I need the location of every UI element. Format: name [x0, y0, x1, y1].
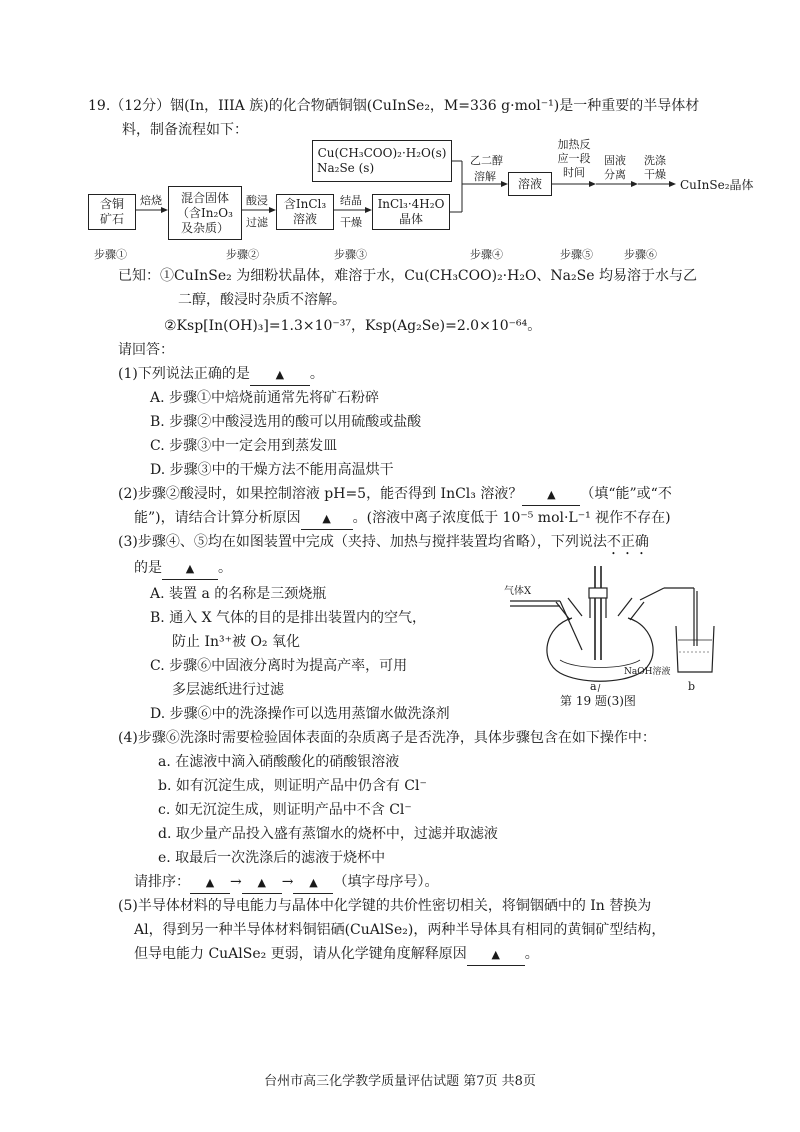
q4-order-tail: （填字母序号）。	[333, 874, 439, 890]
crystal-label-2: 晶体	[398, 212, 423, 226]
q5-line1: (5)半导体材料的导电能力与晶体中化学键的共价性密切相关，将铜铟硒中的 In 替换为	[118, 898, 652, 914]
gas-x-label: 气体X	[504, 586, 532, 597]
q4-option-b: b. 如有沉淀生成，则证明产品中仍含有 Cl⁻	[158, 778, 427, 794]
known-line3: ②Ksp[In(OH)₃]=1.3×10⁻³⁷，Ksp(Ag₂Se)=2.0×10⁻⁶⁴。	[164, 318, 542, 334]
q3-emphasis-not-correct: 不正确	[606, 534, 649, 550]
q2-line1-text: (2)步骤②酸浸时，如果控制溶液 pH=5，能否得到 InCl₃ 溶液？	[118, 486, 523, 502]
q3-option-c: C. 步骤⑥中固液分离时为提高产率，可用	[150, 658, 408, 674]
q5-line3-end: 。	[524, 946, 539, 962]
q3-option-c-cont: 多层滤纸进行过滤	[172, 682, 284, 698]
heat-label-3: 时间	[563, 166, 585, 179]
q5-blank-mark: ▲	[491, 948, 500, 961]
q3-blank-mark: ▲	[185, 562, 195, 575]
roast-label: 焙烧	[140, 194, 162, 207]
q5-line2: Al，得到另一种半导体材料铜铝硒(CuAlSe₂)，两种半导体具有相同的黄铜矿型结构，	[134, 922, 666, 938]
q3-option-b: B. 通入 X 气体的目的是排出装置内的空气，	[150, 610, 427, 626]
q4-answer-blank-1[interactable]	[190, 872, 230, 894]
q2-blank-mark-1: ▲	[547, 488, 556, 501]
step-5: 步骤⑤	[560, 248, 593, 261]
q5-line3-text: 但导电能力 CuAlSe₂ 更弱，请从化学键角度解释原因	[134, 946, 467, 962]
q2-line2-text-b: 。(溶液中离子浓度低于 10⁻⁵ mol·L⁻¹ 视作不存在)	[352, 510, 671, 526]
wash-label-1: 洗涤	[644, 154, 666, 167]
q4-arrow-2: →	[281, 874, 294, 890]
crystallize-label: 结晶	[340, 194, 362, 207]
page-footer: 台州市高三化学教学质量评估试题 第7页 共8页	[264, 1074, 536, 1089]
known-line2: 二醇，酸浸时杂质不溶解。	[178, 292, 346, 308]
q4-order-line	[134, 872, 438, 894]
q2-line1-tail: （填“能”或“不	[580, 486, 672, 502]
label-b: b	[688, 680, 696, 693]
step-4: 步骤④	[470, 248, 503, 261]
q3-line1-text: (3)步骤④、⑤均在如图装置中完成（夹持、加热与搅拌装置均省略），下列说法	[118, 534, 607, 550]
step-2: 步骤②	[226, 248, 259, 261]
q3-option-b-cont: 防止 In³⁺被 O₂ 氧化	[172, 634, 300, 650]
beaker-outline	[676, 626, 714, 672]
figure-caption: 第 19 题(3)图	[560, 694, 636, 708]
mixed-label-1: 混合固体	[180, 190, 229, 205]
sep-label-2: 分离	[604, 168, 626, 181]
reagent-cu-acetate: Cu(CH₃COO)₂·H₂O(s)	[317, 146, 447, 160]
ore-label-1: 含铜	[99, 197, 124, 211]
dissolve-label: 溶解	[474, 170, 496, 183]
q4-option-d: d. 取少量产品投入盛有蒸馏水的烧杯中，过滤并取滤液	[158, 826, 498, 842]
mixed-label-3: 及杂质）	[180, 220, 229, 235]
naoh-label: NaOH溶液	[624, 667, 671, 677]
q4-order-label: 请排序：	[134, 874, 190, 890]
answer-prompt: 请回答：	[118, 342, 174, 358]
q5-answer-blank[interactable]	[467, 944, 525, 966]
question-stem-line1: 19.（12分）铟(In，IIIA 族)的化合物硒铜铟(CuInSe₂，M=336 g·mol⁻¹)是一种重要的半导体材	[88, 98, 700, 114]
acid-leach-label: 酸浸	[246, 194, 268, 207]
step-3: 步骤③	[334, 248, 367, 261]
q4-stem: (4)步骤⑥洗涤时需要检验固体表面的杂质离子是否洗净，具体步骤包含在如下操作中：	[118, 730, 656, 746]
crystal-label-1: InCl₃·4H₂O	[377, 197, 445, 211]
q1-blank-mark: ▲	[275, 368, 285, 381]
q3-option-a: A. 装置 a 的名称是三颈烧瓶	[150, 586, 327, 602]
dry-label: 干燥	[340, 216, 362, 229]
ore-label-2: 矿石	[99, 212, 124, 226]
q1-stem-text: (1)下列说法正确的是	[118, 366, 250, 382]
q2-blank-mark-2: ▲	[322, 512, 331, 525]
sep-label-1: 固液	[604, 154, 626, 167]
filter-label: 过滤	[246, 216, 268, 229]
q4-blank-mark-2: ▲	[257, 876, 266, 889]
q4-option-a: a. 在滤液中滴入硝酸酸化的硝酸银溶液	[158, 754, 400, 770]
wash-label-2: 干燥	[644, 168, 666, 181]
step-1: 步骤①	[94, 248, 127, 261]
step-6: 步骤⑥	[624, 248, 657, 261]
glycol-label: 乙二醇	[470, 154, 503, 167]
product-label: CuInSe₂晶体	[680, 178, 754, 192]
q4-answer-blank-2[interactable]	[242, 872, 282, 894]
incl3-label-2: 溶液	[292, 212, 317, 226]
q4-blank-mark-1: ▲	[205, 876, 215, 889]
q3-line2-text: 的是	[134, 560, 162, 576]
incl3-label-1: 含InCl₃	[283, 197, 327, 211]
question-stem-line2: 料，制备流程如下：	[122, 122, 248, 138]
q4-option-e: e. 取最后一次洗涤后的滤液于烧杯中	[158, 850, 386, 866]
label-a: a	[590, 680, 597, 693]
q1-option-d: D. 步骤③中的干燥方法不能用高温烘干	[150, 462, 394, 478]
q1-option-b: B. 步骤②中酸浸选用的酸可以用硫酸或盐酸	[150, 414, 422, 430]
known-line1: 已知：①CuInSe₂ 为细粉状晶体，难溶于水，Cu(CH₃COO)₂·H₂O、Na₂Se 均易溶于水与乙	[118, 268, 697, 284]
q1-option-a: A. 步骤①中焙烧前通常先将矿石粉碎	[150, 390, 380, 406]
q4-blank-mark-3: ▲	[309, 876, 318, 889]
solution-label: 溶液	[517, 176, 542, 191]
q2-line2-text-a: 能”)，请结合计算分析原因	[134, 510, 301, 526]
q4-answer-blank-3[interactable]	[293, 872, 333, 894]
q5-line3	[134, 944, 539, 966]
reagent-na2se: Na₂Se (s)	[317, 161, 375, 175]
heat-label-1: 加热反	[557, 138, 591, 151]
mixed-label-2: （含In₂O₃	[177, 205, 233, 220]
q1-option-c: C. 步骤③中一定会用到蒸发皿	[150, 438, 338, 454]
q1-stem: (1)下列说法正确的是 ▲ 。	[118, 364, 324, 386]
q3-line2: 的是 ▲ 。	[134, 558, 232, 580]
q3-option-d: D. 步骤⑥中的洗涤操作可以选用蒸馏水做洗涤剂	[150, 706, 450, 722]
heat-label-2: 应一段	[557, 152, 591, 165]
q4-option-c: c. 如无沉淀生成，则证明产品中不含 Cl⁻	[158, 802, 412, 818]
q4-arrow-1: →	[230, 874, 242, 890]
